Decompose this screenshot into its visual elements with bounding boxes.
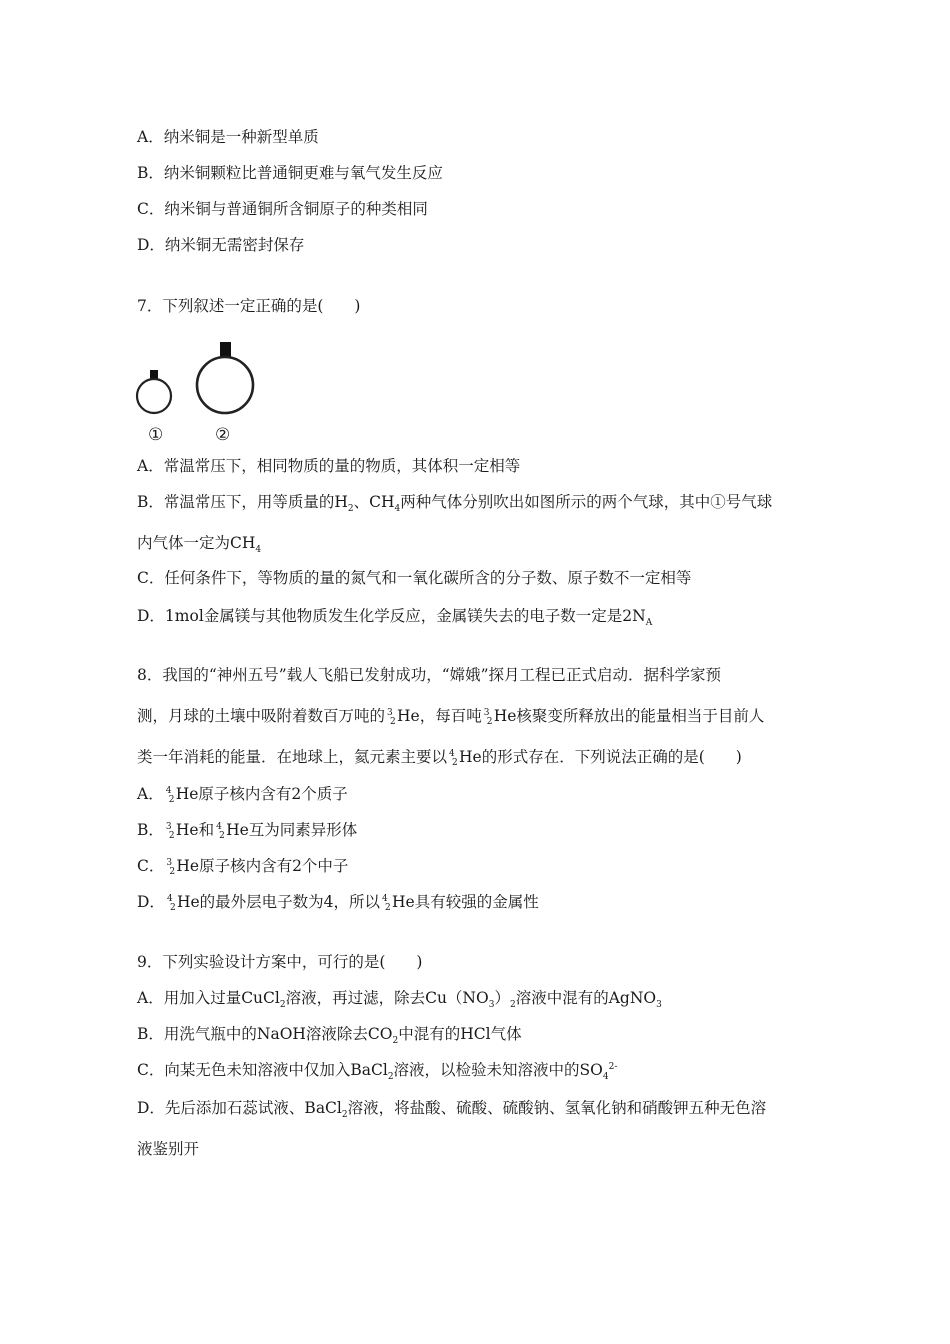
q8-stem-line3: 类一年消耗的能量．在地球上，氦元素主要以 4 2 He的形式存在．下列说法正确的是( ) — [137, 748, 742, 768]
q6-option-a: A．纳米铜是一种新型单质 — [137, 128, 319, 146]
q8-option-d: D． 4 2 He的最外层电子数为4，所以 4 2 He具有较强的金属性 — [137, 893, 539, 913]
q8-option-a: A． 4 2 He原子核内含有2个质子 — [137, 785, 348, 805]
q9-option-b: B．用洗气瓶中的NaOH溶液除去$CO_2$中混有的HCl气体 — [137, 1025, 522, 1046]
q7-stem: 7．下列叙述一定正确的是( ) — [137, 297, 361, 315]
q9-option-d: D．先后添加石蕊试液、BaCl$_2$溶液，将盐酸、硫酸、硫酸钠、氢氧化钠和硝酸钾五种无色溶 — [137, 1099, 767, 1120]
q6-option-c: C．纳米铜与普通铜所含铜原子的种类相同 — [137, 200, 428, 218]
balloon-label-1: ① — [148, 425, 164, 445]
q9-option-c: C．向某无色未知溶液中仅加入BaCl$_2$溶液，以检验未知溶液中的$SO_4^{2-}$ — [137, 1061, 618, 1082]
balloon-1 — [137, 370, 171, 413]
q9-stem: 9．下列实验设计方案中，可行的是( ) — [137, 953, 423, 971]
balloon-2 — [197, 342, 253, 413]
q7-option-c: C．任何条件下，等物质的量的氮气和一氧化碳所含的分子数、原子数不一定相等 — [137, 569, 692, 587]
q8-option-b: B． 3 2 He和 4 2 He互为同素异形体 — [137, 821, 358, 841]
q6-option-d: D．纳米铜无需密封保存 — [137, 236, 305, 254]
q7-option-b: B．常温常压下，用等质量的$H_2$、$CH_4$两种气体分别吹出如图所示的两个气球，其中①号气球 — [137, 493, 773, 514]
q8-stem-line1: 8．我国的“神州五号”载人飞船已发射成功，“嫦娥”探月工程已正式启动．据科学家预 — [137, 666, 722, 684]
q7-option-b-continued: 内气体一定为$CH_4$ — [137, 534, 262, 555]
q8-stem-line2: 测，月球的土壤中吸附着数百万吨的 3 2 He，每百吨 3 2 He核聚变所释放出的能量相当于目前人 — [137, 707, 765, 727]
q9-option-a: A．用加入过量CuCl$_2$溶液，再过滤，除去$Cu(NO_3)_2$溶液中混有的AgNO$_3$ — [137, 989, 662, 1010]
q7-option-a: A．常温常压下，相同物质的量的物质，其体积一定相等 — [137, 457, 521, 475]
q8-option-c: C． 3 2 He原子核内含有2个中子 — [137, 857, 349, 877]
balloon-label-2: ② — [215, 425, 231, 445]
q6-option-b: B．纳米铜颗粒比普通铜更难与氧气发生反应 — [137, 164, 443, 182]
q9-option-d-continued: 液鉴别开 — [137, 1140, 200, 1158]
q7-option-d: D．1mol金属镁与其他物质发生化学反应，金属镁失去的电子数一定是$2N_A$ — [137, 607, 653, 628]
